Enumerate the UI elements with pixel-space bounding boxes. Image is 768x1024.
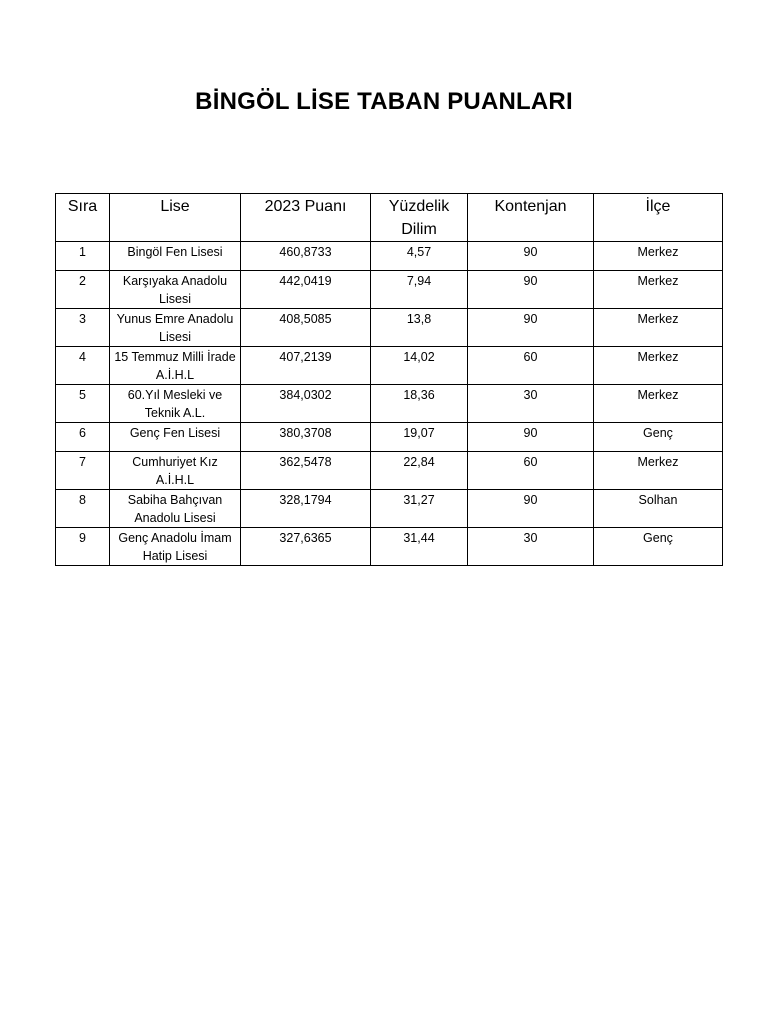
cell-lise: 15 Temmuz Milli İrade A.İ.H.L <box>110 347 241 385</box>
scores-table <box>55 193 723 566</box>
table-row <box>56 423 723 452</box>
cell-lise: 60.Yıl Mesleki ve Teknik A.L. <box>110 385 241 423</box>
cell-sira: 3 <box>56 309 110 347</box>
table-row <box>56 385 723 423</box>
cell-sira: 5 <box>56 385 110 423</box>
cell-sira: 7 <box>56 452 110 490</box>
cell-ilce: Genç <box>594 423 723 452</box>
cell-puan: 380,3708 <box>241 423 371 452</box>
cell-ilce: Merkez <box>594 242 723 271</box>
page-title: BİNGÖL LİSE TABAN PUANLARI <box>195 88 573 115</box>
cell-lise: Cumhuriyet Kız A.İ.H.L <box>110 452 241 490</box>
cell-puan: 442,0419 <box>241 271 371 309</box>
cell-lise: Sabiha Bahçıvan Anadolu Lisesi <box>110 490 241 528</box>
header-ilce: İlçe <box>594 194 723 242</box>
table-row <box>56 452 723 490</box>
cell-ilce: Solhan <box>594 490 723 528</box>
table-header-row <box>56 194 723 242</box>
cell-kontenjan: 90 <box>468 490 594 528</box>
cell-sira: 4 <box>56 347 110 385</box>
cell-ilce: Merkez <box>594 385 723 423</box>
cell-puan: 362,5478 <box>241 452 371 490</box>
cell-ilce: Genç <box>594 528 723 566</box>
cell-ilce: Merkez <box>594 452 723 490</box>
cell-sira: 6 <box>56 423 110 452</box>
cell-yuzdelik: 7,94 <box>371 271 468 309</box>
cell-kontenjan: 60 <box>468 347 594 385</box>
cell-puan: 408,5085 <box>241 309 371 347</box>
cell-puan: 460,8733 <box>241 242 371 271</box>
cell-sira: 2 <box>56 271 110 309</box>
cell-kontenjan: 90 <box>468 423 594 452</box>
cell-yuzdelik: 14,02 <box>371 347 468 385</box>
cell-ilce: Merkez <box>594 309 723 347</box>
cell-lise: Genç Fen Lisesi <box>110 423 241 452</box>
header-yuzdelik: Yüzdelik Dilim <box>371 194 468 242</box>
cell-lise: Karşıyaka Anadolu Lisesi <box>110 271 241 309</box>
cell-lise: Bingöl Fen Lisesi <box>110 242 241 271</box>
cell-sira: 1 <box>56 242 110 271</box>
cell-yuzdelik: 13,8 <box>371 309 468 347</box>
table-row <box>56 242 723 271</box>
cell-kontenjan: 30 <box>468 385 594 423</box>
cell-yuzdelik: 18,36 <box>371 385 468 423</box>
table-row <box>56 271 723 309</box>
table-row <box>56 490 723 528</box>
cell-puan: 384,0302 <box>241 385 371 423</box>
header-kontenjan: Kontenjan <box>468 194 594 242</box>
header-lise: Lise <box>110 194 241 242</box>
cell-lise: Genç Anadolu İmam Hatip Lisesi <box>110 528 241 566</box>
table-row <box>56 347 723 385</box>
cell-ilce: Merkez <box>594 271 723 309</box>
header-sira: Sıra <box>56 194 110 242</box>
cell-kontenjan: 30 <box>468 528 594 566</box>
cell-puan: 328,1794 <box>241 490 371 528</box>
header-puan: 2023 Puanı <box>241 194 371 242</box>
cell-yuzdelik: 31,44 <box>371 528 468 566</box>
cell-ilce: Merkez <box>594 347 723 385</box>
cell-kontenjan: 90 <box>468 242 594 271</box>
cell-lise: Yunus Emre Anadolu Lisesi <box>110 309 241 347</box>
table-row <box>56 528 723 566</box>
cell-sira: 9 <box>56 528 110 566</box>
cell-puan: 407,2139 <box>241 347 371 385</box>
cell-yuzdelik: 19,07 <box>371 423 468 452</box>
cell-yuzdelik: 4,57 <box>371 242 468 271</box>
cell-kontenjan: 90 <box>468 309 594 347</box>
cell-sira: 8 <box>56 490 110 528</box>
cell-kontenjan: 60 <box>468 452 594 490</box>
table-row <box>56 309 723 347</box>
cell-puan: 327,6365 <box>241 528 371 566</box>
cell-yuzdelik: 22,84 <box>371 452 468 490</box>
cell-kontenjan: 90 <box>468 271 594 309</box>
cell-yuzdelik: 31,27 <box>371 490 468 528</box>
